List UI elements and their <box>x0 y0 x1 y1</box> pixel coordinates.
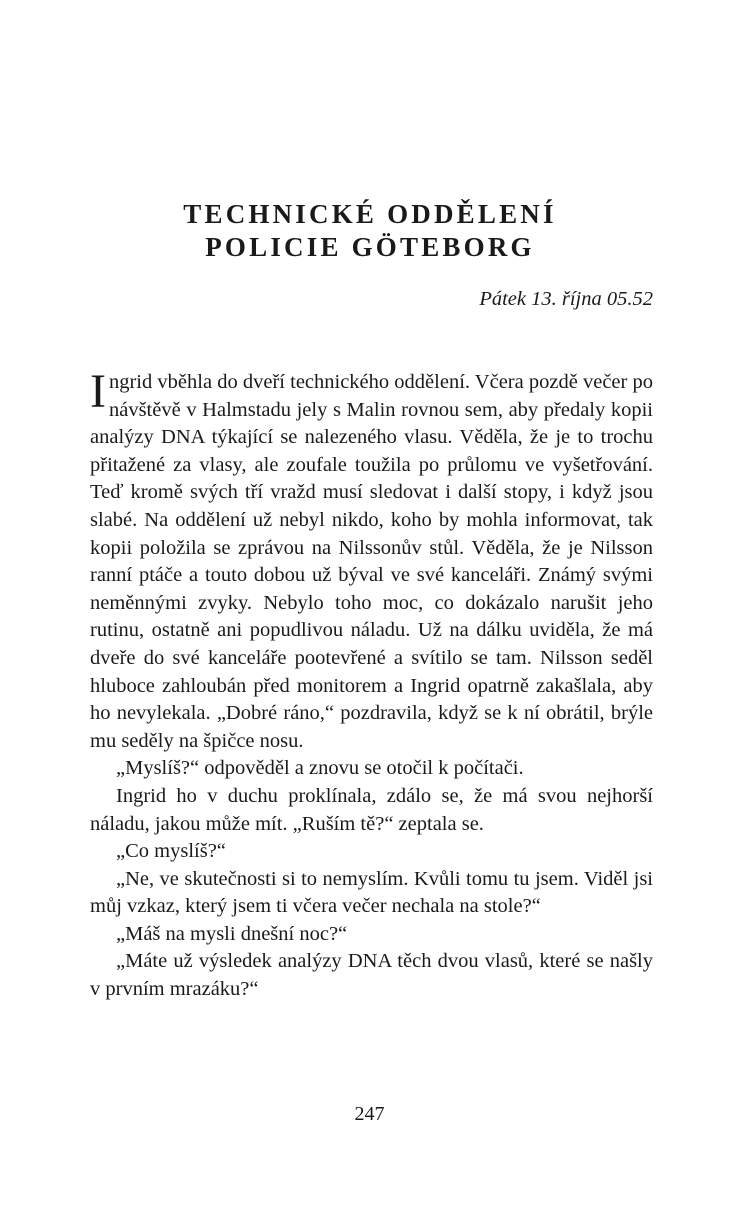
paragraph: Ingrid ho v duchu proklínala, zdálo se, že má svou nejhorší náladu, jakou může mít. „Ruším tě?“ zeptala se. <box>90 784 653 835</box>
paragraph: „Máte už výsledek analýzy DNA těch dvou vlasů, které se našly v prvním mrazáku?“ <box>90 950 653 1001</box>
body-text <box>90 365 653 1004</box>
chapter-dateline: Pátek 13. října 05.52 <box>479 288 653 310</box>
chapter-title-line-1: TECHNICKÉ ODDĚLENÍ <box>183 199 557 229</box>
paragraph: „Máš na mysli dnešní noc?“ <box>116 922 348 945</box>
chapter-title-line-2: POLICIE GÖTEBORG <box>205 232 535 262</box>
page-number: 247 <box>354 1103 385 1125</box>
paragraph-opening: Ingrid vběhla do dveří technického oddělení. Včera pozdě večer po návštěvě v Halmstadu jely s Malin rovnou sem, aby předaly kopii analýzy DNA týkající se nalezeného vlasu. Věděla, že je to trochu přitažené za vlasy, ale zoufale toužila po průlomu ve vyšetřování. Teď kromě svých tří vražd musí sledovat i další stopy, i když jsou slabé. Na oddělení už nebyl nikdo, koho by mohla informovat, tak kopii položila se zprávou na Nilssonův stůl. Věděla, že je Nilsson ranní ptáče a touto dobou už býval ve své kanceláři. Známý svými neměnnými zvyky. Nebylo toho moc, co dokázalo narušit jeho rutinu, ostatně ani popudlivou náladu. Už na dálku uviděla, že má dveře do své kanceláře pootevřené a svítilo se tam. Nilsson seděl hluboce zahloubán před monitorem a Ingrid opatrně zakašlala, aby ho nevylekala. „Dobré ráno,“ pozdravila, když se k ní obrátil, brýle mu seděly na špičce nosu. <box>90 365 653 752</box>
chapter-title <box>90 198 650 264</box>
paragraph: „Ne, ve skutečnosti si to nemyslím. Kvůli tomu tu jsem. Viděl jsi můj vzkaz, který jsem ti včera večer nechala na stole?“ <box>90 867 653 918</box>
paragraph: „Co myslíš?“ <box>116 840 226 863</box>
paragraph: „Myslíš?“ odpověděl a znovu se otočil k počítači. <box>116 757 524 780</box>
